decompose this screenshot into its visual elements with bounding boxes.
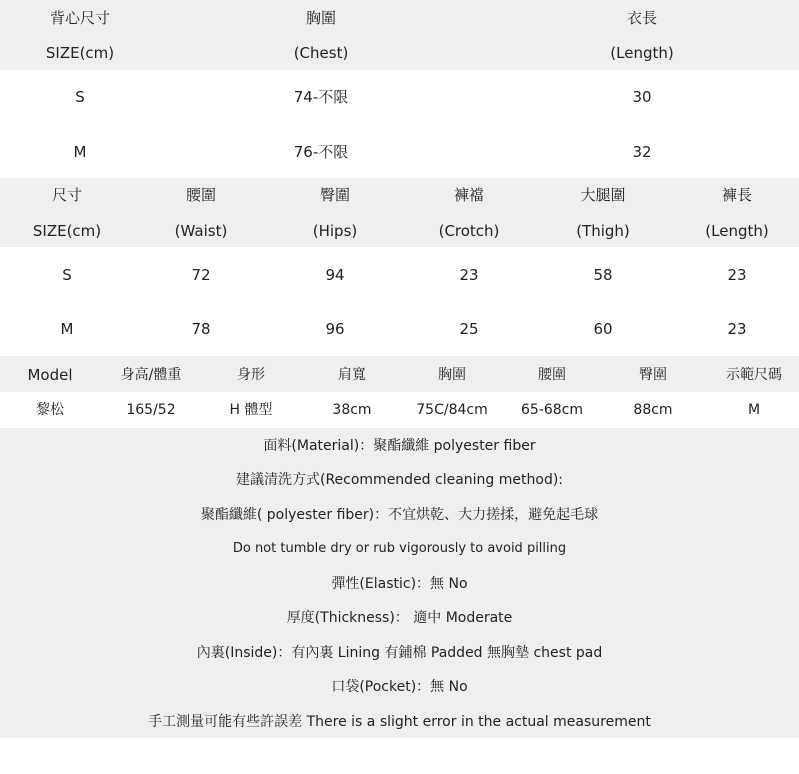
pants-row-m-size: M: [60, 320, 74, 338]
vest-header-zh-length: 衣長: [626, 9, 658, 27]
pants-row-m-waist: 78: [191, 320, 211, 338]
info-thickness: 厚度(Thickness)： 適中 Moderate: [286, 610, 513, 626]
pants-header-zh-length: 褲長: [721, 186, 753, 204]
model-row-shoulder: 38cm: [332, 402, 372, 418]
vest-header-en-chest: (Chest): [293, 44, 349, 62]
model-table-header: [0, 356, 799, 392]
pants-table-row: [0, 247, 799, 301]
vest-header-zh-chest: 胸圍: [305, 9, 337, 27]
pants-header-en-length: (Length): [705, 222, 769, 240]
model-row-waist: 65-68cm: [520, 402, 584, 418]
pants-row-m-crotch: 25: [459, 320, 479, 338]
model-header-hips: 臀圍: [639, 367, 667, 383]
pants-header-en-waist: (Waist): [174, 222, 228, 240]
model-header-name: Model: [27, 366, 73, 384]
info-inside: 內裏(Inside)：有內裏 Lining 有鋪棉 Padded 無胸墊 chest pad: [196, 645, 603, 661]
vest-row-s-chest: 74-不限: [293, 88, 349, 106]
info-cleaning-title: 建議清洗方式(Recommended cleaning method):: [235, 472, 564, 488]
pants-header-zh-thigh: 大腿圍: [580, 186, 626, 204]
model-header-height-weight: 身高/體重: [120, 367, 182, 383]
model-row-body-shape: H 體型: [229, 402, 273, 418]
pants-table-header: [0, 178, 799, 247]
pants-row-s-length: 23: [727, 266, 747, 284]
pants-row-m-length: 23: [727, 320, 747, 338]
model-table-row: [0, 392, 799, 428]
model-row-hips: 88cm: [633, 402, 673, 418]
model-row-size: M: [747, 402, 761, 418]
pants-header-en-size: SIZE(cm): [32, 222, 102, 240]
pants-row-m-hips: 96: [325, 320, 345, 338]
info-elastic: 彈性(Elastic)：無 No: [331, 576, 468, 592]
vest-header-en-length: (Length): [610, 44, 674, 62]
vest-table-header: [0, 0, 799, 70]
pants-row-s-size: S: [62, 266, 72, 284]
model-header-body-shape: 身形: [237, 367, 265, 383]
pants-table-row: [0, 301, 799, 356]
pants-row-s-waist: 72: [191, 266, 211, 284]
pants-header-en-crotch: (Crotch): [438, 222, 500, 240]
pants-row-s-crotch: 23: [459, 266, 479, 284]
vest-table-row: [0, 124, 799, 178]
pants-header-zh-size: 尺寸: [51, 186, 83, 204]
pants-row-s-thigh: 58: [593, 266, 613, 284]
info-cleaning-en: Do not tumble dry or rub vigorously to avoid pilling: [232, 541, 567, 556]
vest-row-m-size: M: [73, 143, 87, 161]
vest-row-m-chest: 76-不限: [293, 143, 349, 161]
pants-header-zh-waist: 腰圍: [185, 186, 217, 204]
info-measurement-note: 手工測量可能有些許誤差 There is a slight error in the actual measurement: [148, 714, 651, 730]
info-cleaning-zh: 聚酯纖維( polyester fiber)：不宜烘乾、大力搓揉，避免起毛球: [200, 507, 599, 523]
model-row-name: 黎松: [36, 402, 64, 418]
vest-table-row: [0, 70, 799, 124]
vest-row-s-length: 30: [632, 88, 652, 106]
model-header-chest: 胸圍: [438, 367, 466, 383]
model-header-waist: 腰圍: [538, 367, 566, 383]
model-header-size: 示範尺碼: [726, 367, 782, 383]
model-row-height-weight: 165/52: [126, 402, 176, 418]
info-pocket: 口袋(Pocket)：無 No: [331, 679, 468, 695]
pants-header-zh-crotch: 褲襠: [453, 186, 485, 204]
vest-header-zh-size: 背心尺寸: [49, 9, 111, 27]
pants-row-s-hips: 94: [325, 266, 345, 284]
model-header-shoulder: 肩寬: [338, 367, 366, 383]
vest-header-en-size: SIZE(cm): [45, 44, 115, 62]
pants-header-en-thigh: (Thigh): [576, 222, 630, 240]
vest-row-s-size: S: [75, 88, 85, 106]
pants-row-m-thigh: 60: [593, 320, 613, 338]
pants-header-zh-hips: 臀圍: [319, 186, 351, 204]
vest-row-m-length: 32: [632, 143, 652, 161]
pants-header-en-hips: (Hips): [312, 222, 358, 240]
model-row-chest: 75C/84cm: [416, 402, 488, 418]
info-material: 面料(Material)：聚酯纖維 polyester fiber: [263, 438, 536, 454]
product-info-block: [0, 428, 799, 738]
